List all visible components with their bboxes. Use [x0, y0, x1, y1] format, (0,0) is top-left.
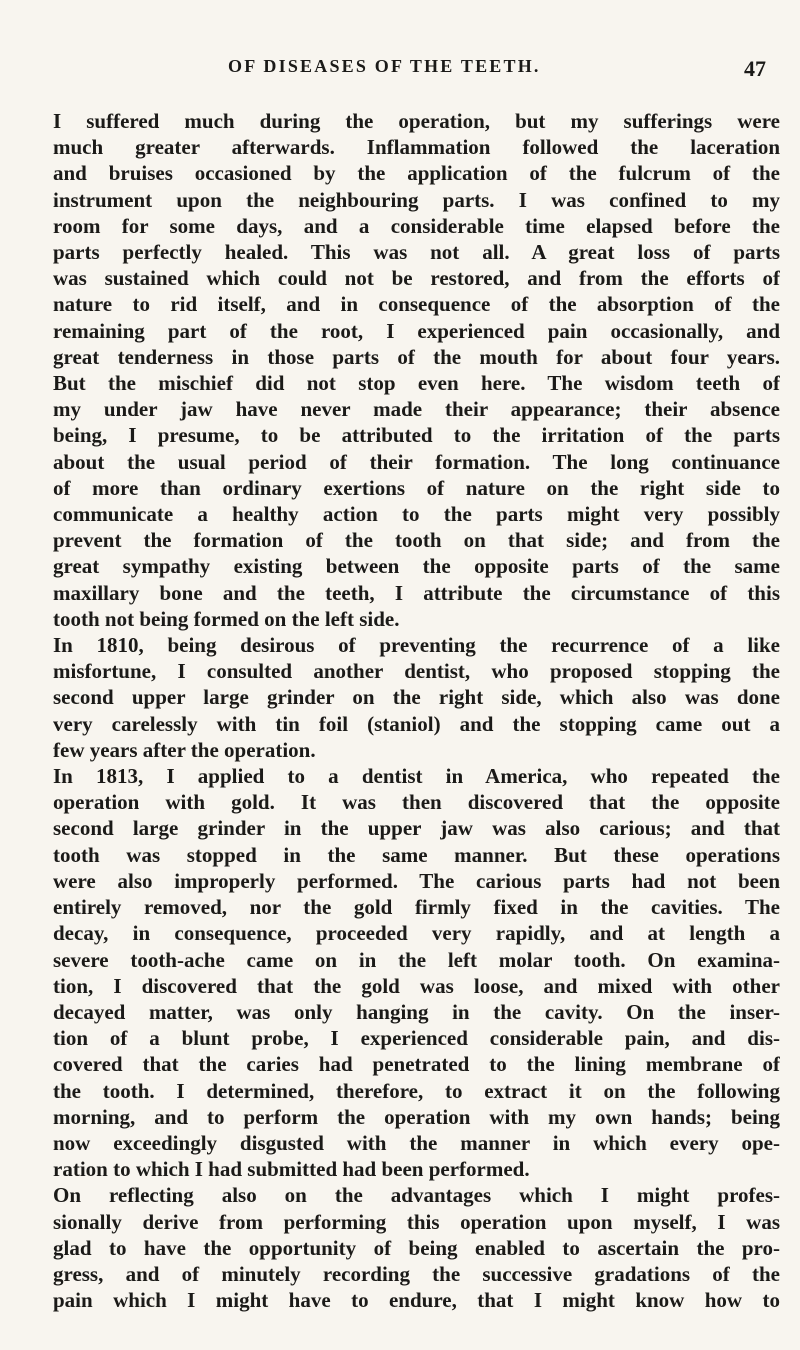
text-line: prevent the formation of the tooth on that side; and from the — [53, 528, 780, 553]
text-line: of more than ordinary exertions of nature on the right side to — [53, 475, 780, 500]
running-title: OF DISEASES OF THE TEETH. — [228, 56, 541, 76]
text-line: instrument upon the neighbouring parts. I was confined to my — [53, 187, 780, 212]
text-line: was sustained which could not be restored, and from the efforts of — [53, 266, 780, 291]
text-line: communicate a healthy action to the parts might very possibly — [53, 502, 780, 527]
text-line: parts perfectly healed. This was not all. A great loss of parts — [53, 240, 780, 265]
text-line: the tooth. I determined, therefore, to extract it on the following — [53, 1078, 780, 1103]
text-line: gress, and of minutely recording the successive gradations of the — [53, 1261, 780, 1286]
text-line: entirely removed, nor the gold firmly fixed in the cavities. The — [53, 895, 780, 920]
text-line: nature to rid itself, and in consequence of the absorption of the — [53, 292, 780, 317]
text-line: my under jaw have never made their appearance; their absence — [53, 397, 780, 422]
text-line: misfortune, I consulted another dentist, who proposed stopping the — [53, 659, 780, 684]
text-line: great tenderness in those parts of the mouth for about four years. — [53, 344, 780, 369]
text-line: were also improperly performed. The carious parts had not been — [53, 868, 780, 893]
page-number: 47 — [744, 56, 766, 81]
text-line: covered that the caries had penetrated to the lining membrane of — [53, 1052, 780, 1077]
text-line: second large grinder in the upper jaw was also carious; and that — [53, 816, 780, 841]
paragraph-end-line: tooth not being formed on the left side. — [53, 606, 400, 631]
text-line: I suffered much during the operation, but my sufferings were — [53, 109, 780, 133]
text-line: maxillary bone and the teeth, I attribute the circumstance of this — [53, 580, 780, 605]
text-line: But the mischief did not stop even here. The wisdom teeth of — [53, 371, 780, 396]
paragraph-end-line: ration to which I had submitted had been performed. — [53, 1157, 530, 1182]
text-line: operation with gold. It was then discovered that the opposite — [53, 790, 780, 815]
text-line: great sympathy existing between the opposite parts of the same — [53, 554, 780, 579]
text-line: tion of a blunt probe, I experienced considerable pain, and dis- — [53, 1026, 780, 1051]
text-line: much greater afterwards. Inflammation followed the laceration — [53, 135, 780, 160]
text-line: decay, in consequence, proceeded very rapidly, and at length a — [53, 921, 780, 946]
text-line: glad to have the opportunity of being enabled to ascertain the pro- — [53, 1235, 780, 1260]
text-line: remaining part of the root, I experienced pain occasionally, and — [53, 318, 780, 343]
text-line: second upper large grinder on the right side, which also was done — [53, 685, 780, 710]
text-line: sionally derive from performing this operation upon myself, I was — [53, 1209, 780, 1234]
paragraph-end-line: few years after the operation. — [53, 737, 316, 762]
text-line: room for some days, and a considerable time elapsed before the — [53, 213, 780, 238]
text-line: decayed matter, was only hanging in the cavity. On the inser- — [53, 999, 780, 1024]
text-line: tooth was stopped in the same manner. But these operations — [53, 842, 780, 867]
text-line: about the usual period of their formation. The long continuance — [53, 449, 780, 474]
text-line: very carelessly with tin foil (staniol) and the stopping came out a — [53, 711, 780, 736]
text-line: On reflecting also on the advantages which I might profes- — [53, 1183, 780, 1208]
text-line: In 1810, being desirous of preventing the recurrence of a like — [53, 633, 780, 658]
text-line: and bruises occasioned by the application of the fulcrum of the — [53, 161, 780, 186]
text-line: being, I presume, to be attributed to the irritation of the parts — [53, 423, 780, 448]
text-line: pain which I might have to endure, that I might know how to — [53, 1288, 780, 1313]
text-line: severe tooth-ache came on in the left molar tooth. On examina- — [53, 947, 780, 972]
body-text — [53, 108, 780, 1313]
text-line: tion, I discovered that the gold was loose, and mixed with other — [53, 973, 780, 998]
text-line: now exceedingly disgusted with the manner in which every ope- — [53, 1130, 780, 1155]
text-line: morning, and to perform the operation with my own hands; being — [53, 1104, 780, 1129]
text-line: In 1813, I applied to a dentist in America, who repeated the — [53, 764, 780, 789]
running-head — [0, 56, 800, 82]
